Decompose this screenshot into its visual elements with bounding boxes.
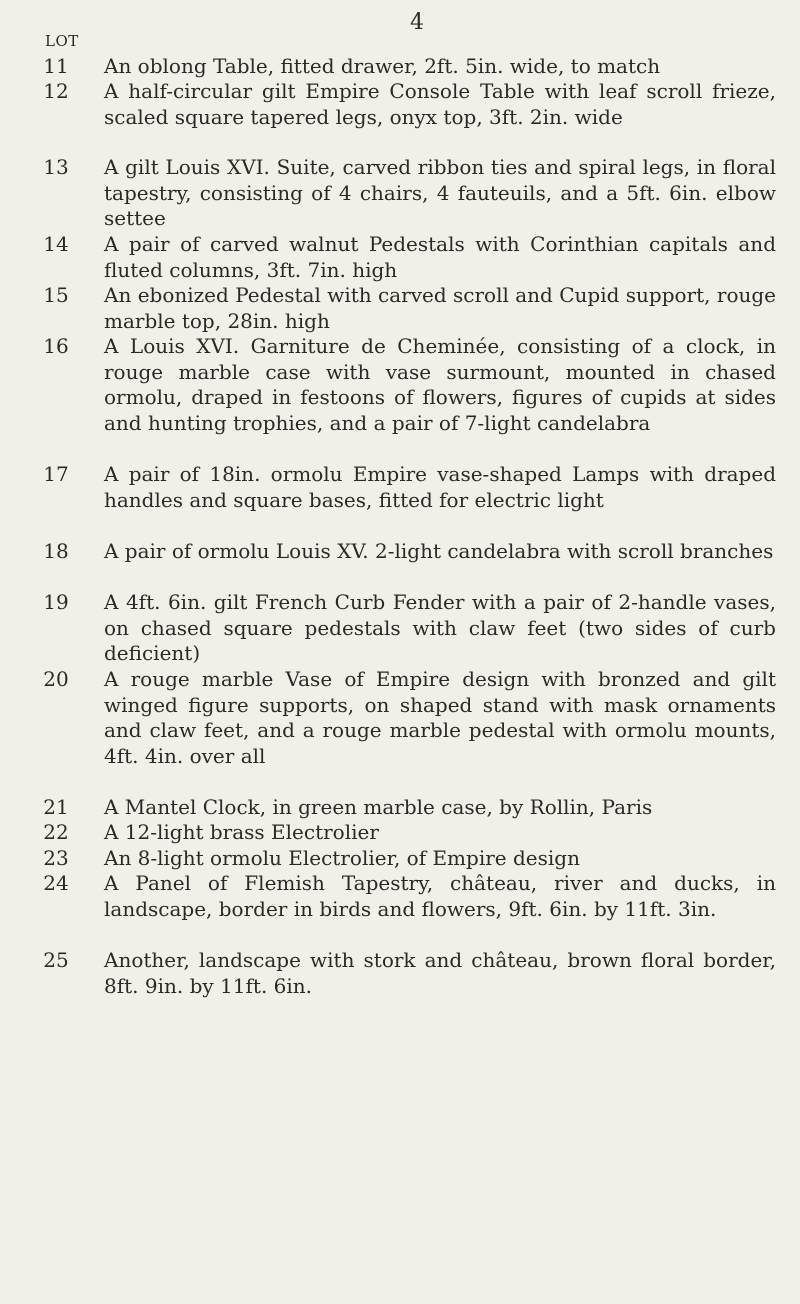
lot-description: A Panel of Flemish Tapestry, château, river and ducks, in landscape, border in birds and flowers, 9ft. 6in. by 11ft. 3in. <box>104 871 776 921</box>
lot-entry <box>36 462 776 539</box>
lot-description: A Louis XVI. Garniture de Cheminée, consisting of a clock, in rouge marble case with vase surmount, mounted in chased ormolu, draped in festoons of flowers, figures of cupids at sides and hunting trophies, and a pair of 7-light candelabra <box>104 334 776 435</box>
lot-number: 12 <box>43 79 69 103</box>
lot-entry <box>36 795 776 820</box>
lot-description: A rouge marble Vase of Empire design with bronzed and gilt winged figure supports, on shaped stand with mask ornaments and claw feet, and a rouge marble pedestal with ormolu mounts, 4ft. 4in. over all <box>104 667 776 768</box>
lot-number: 18 <box>43 539 69 563</box>
lot-entry <box>36 54 776 79</box>
lot-entry <box>36 79 776 155</box>
lot-number: 25 <box>43 948 69 972</box>
lot-entry <box>36 948 776 999</box>
lot-number: 16 <box>43 334 69 358</box>
lot-number: 21 <box>43 795 69 819</box>
lot-number: 14 <box>43 232 69 256</box>
lot-number: 22 <box>43 820 69 844</box>
lot-description: A half-circular gilt Empire Console Table with leaf scroll frieze, scaled square tapered legs, onyx top, 3ft. 2in. wide <box>104 79 776 129</box>
lot-description: An 8-light ormolu Electrolier, of Empire design <box>104 846 580 870</box>
lot-description: Another, landscape with stork and château, brown floral border, 8ft. 9in. by 11ft. 6in. <box>104 948 776 998</box>
page-number: 4 <box>410 10 424 35</box>
lot-description: A Mantel Clock, in green marble case, by Rollin, Paris <box>104 795 653 819</box>
lot-description: A 12-light brass Electrolier <box>104 820 379 844</box>
lot-entry <box>36 820 776 846</box>
lot-number: 23 <box>43 846 69 870</box>
lot-number: 24 <box>43 871 69 895</box>
lot-description: A pair of ormolu Louis XV. 2-light candelabra with scroll branches <box>104 539 774 563</box>
lot-description: A gilt Louis XVI. Suite, carved ribbon ties and spiral legs, in floral tapestry, consisting of 4 chairs, 4 fauteuils, and a 5ft. 6in. elbow settee <box>104 155 776 230</box>
lot-number: 20 <box>43 667 69 691</box>
lot-description: A pair of carved walnut Pedestals with Corinthian capitals and fluted columns, 3ft. 7in. high <box>104 232 776 282</box>
lot-entry <box>36 871 776 948</box>
lot-entry <box>36 539 776 590</box>
lot-entry <box>36 590 776 667</box>
lot-number: 13 <box>43 155 69 179</box>
lot-entry <box>36 334 776 462</box>
lot-entry <box>36 846 776 871</box>
lot-description: An oblong Table, fitted drawer, 2ft. 5in. wide, to match <box>104 54 661 78</box>
lot-description: A pair of 18in. ormolu Empire vase-shaped Lamps with draped handles and square bases, fitted for electric light <box>104 462 776 512</box>
lot-description: An ebonized Pedestal with carved scroll and Cupid support, rouge marble top, 28in. high <box>104 283 776 333</box>
lot-number: 11 <box>43 54 69 78</box>
lot-number: 17 <box>43 462 69 486</box>
lot-list <box>36 54 776 999</box>
lot-description: A 4ft. 6in. gilt French Curb Fender with a pair of 2-handle vases, on chased square pedestals with claw feet (two sides of curb deficient) <box>104 590 776 665</box>
lot-entry <box>36 232 776 283</box>
lot-entry <box>36 667 776 795</box>
lot-entry <box>36 155 776 232</box>
lot-column-header: LOT <box>45 32 79 50</box>
lot-number: 19 <box>43 590 69 614</box>
lot-entry <box>36 283 776 334</box>
lot-number: 15 <box>43 283 69 307</box>
